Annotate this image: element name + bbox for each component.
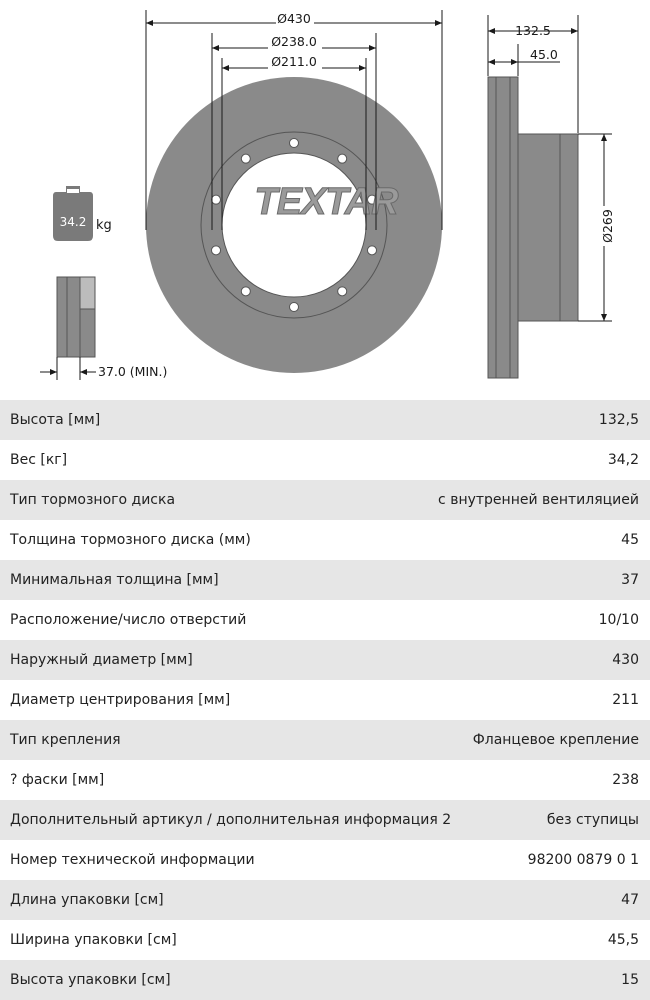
spec-label: ? фаски [мм] — [10, 772, 105, 788]
bolt-hole — [338, 287, 347, 296]
spec-label: Расположение/число отверстий — [10, 612, 247, 628]
spec-label: Дополнительный артикул / дополнительная информация 2 — [10, 812, 452, 828]
dim-min-thickness: 37.0 (MIN.) — [98, 364, 168, 379]
spec-value: 45,5 — [607, 932, 639, 948]
spec-label: Длина упаковки [см] — [10, 892, 164, 908]
bolt-hole — [367, 246, 376, 255]
spec-value: 238 — [612, 772, 639, 788]
bolt-hole — [290, 303, 299, 312]
spec-label: Высота упаковки [см] — [10, 972, 171, 988]
spec-label: Диаметр центрирования [мм] — [10, 692, 231, 708]
dim-total-height: 132.5 — [515, 23, 551, 38]
disc-front-view — [146, 77, 442, 373]
brake-disc-drawing — [0, 0, 650, 400]
weight-icon — [53, 186, 93, 241]
spec-row — [0, 920, 650, 960]
spec-value: 132,5 — [598, 412, 639, 428]
bolt-hole — [290, 139, 299, 148]
spec-table — [0, 400, 650, 1000]
spec-label: Высота [мм] — [10, 412, 101, 428]
spec-row — [0, 760, 650, 800]
spec-value: 34,2 — [607, 452, 639, 468]
dim-disc-thickness: 45.0 — [530, 47, 558, 62]
spec-row — [0, 440, 650, 480]
side-friction-ring — [488, 77, 518, 378]
spec-row — [0, 520, 650, 560]
spec-row — [0, 640, 650, 680]
dim-pcd: Ø238.0 — [271, 34, 317, 49]
dim-outer-diameter: Ø430 — [277, 11, 311, 26]
spec-row — [0, 600, 650, 640]
spec-value: 47 — [621, 892, 639, 908]
spec-value: 10/10 — [598, 612, 639, 628]
technical-drawing — [0, 0, 650, 400]
disc-center-hole — [222, 153, 366, 297]
spec-value: Фланцевое крепление — [472, 732, 639, 748]
bolt-hole — [241, 154, 250, 163]
spec-label: Толщина тормозного диска (мм) — [10, 532, 251, 548]
spec-label: Ширина упаковки [см] — [10, 932, 177, 948]
spec-value: без ступицы — [546, 812, 639, 828]
spec-value: 98200 0879 0 1 — [527, 852, 639, 868]
spec-value: 430 — [612, 652, 639, 668]
spec-value: с внутренней вентиляцией — [438, 492, 639, 508]
spec-value: 211 — [612, 692, 639, 708]
weight-value: 34.2 — [59, 215, 87, 229]
disc-side-view — [488, 77, 578, 378]
weight-unit: kg — [96, 218, 112, 233]
spec-row — [0, 480, 650, 520]
spec-value: 15 — [621, 972, 639, 988]
spec-row — [0, 400, 650, 440]
spec-row — [0, 720, 650, 760]
spec-row — [0, 680, 650, 720]
bolt-hole — [212, 246, 221, 255]
spec-row — [0, 560, 650, 600]
dim-hub-diameter: Ø269 — [600, 209, 615, 243]
dim-center-diameter: Ø211.0 — [271, 54, 317, 69]
spec-label: Номер технической информации — [10, 852, 255, 868]
spec-row — [0, 880, 650, 920]
bolt-hole — [212, 195, 221, 204]
bolt-hole — [338, 154, 347, 163]
spec-label: Наружный диаметр [мм] — [10, 652, 193, 668]
brand-watermark: TEXTAR — [254, 181, 398, 223]
spec-value: 45 — [621, 532, 639, 548]
spec-row — [0, 840, 650, 880]
spec-label: Минимальная толщина [мм] — [10, 572, 219, 588]
spec-row — [0, 960, 650, 1000]
spec-label: Тип крепления — [10, 732, 121, 748]
spec-value: 37 — [621, 572, 639, 588]
bolt-hole — [241, 287, 250, 296]
min-thickness-section — [40, 277, 96, 380]
spec-row — [0, 800, 650, 840]
spec-label: Тип тормозного диска — [10, 492, 176, 508]
spec-label: Вес [кг] — [10, 452, 68, 468]
